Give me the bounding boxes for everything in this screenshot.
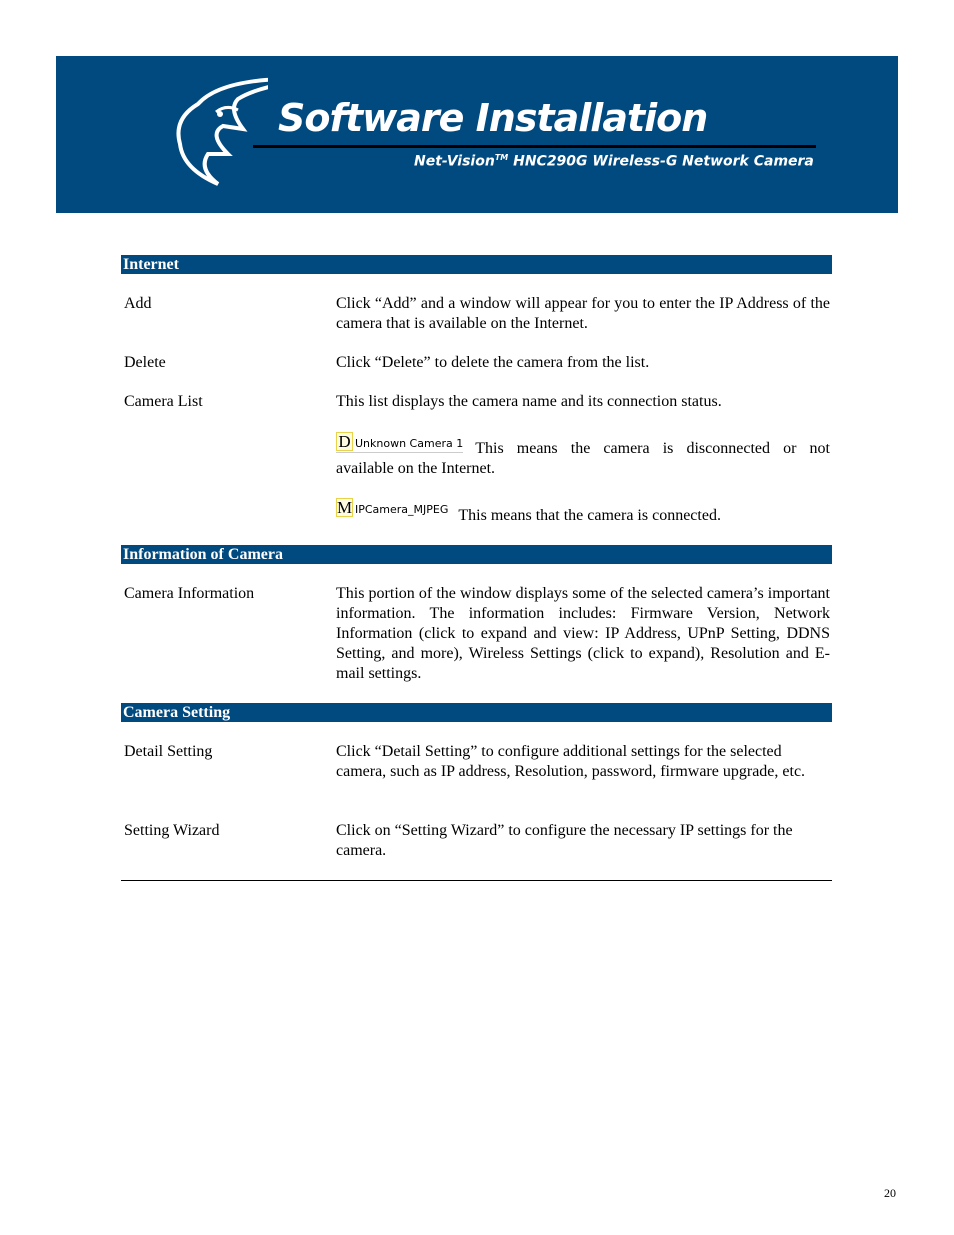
disconnected-camera-name: Unknown Camera 1 [355, 437, 464, 450]
desc-detail-setting: Click “Detail Setting” to configure additional settings for the selected camera, such as IP address, Resolution, password, firmware upgrade, etc. [336, 743, 806, 780]
desc-setting-wizard: Click on “Setting Wizard” to configure the necessary IP settings for the camera. [336, 822, 793, 859]
desc-delete: Click “Delete” to delete the camera from the list. [336, 354, 650, 371]
bottom-divider [121, 880, 832, 881]
camera-entry-disconnected [336, 432, 463, 453]
term-setting-wizard: Setting Wizard [124, 822, 220, 839]
section-heading-setting: Camera Setting [121, 703, 832, 722]
desc-camera-information: This portion of the window displays some of the selected camera’s important information. The information includes: Firmware Version, Network Information (click to expand and view: IP Address, UPnP Setting, DDNS Setting, and more), Wireless Settings (click to expand), Resolution and E-mail settings. [336, 585, 830, 682]
desc-add: Click “Add” and a window will appear for you to enter the IP Address of the camera that is available on the Internet. [336, 295, 830, 332]
connected-camera-name: IPCamera_MJPEG [355, 503, 449, 516]
connected-status-icon: M [337, 498, 353, 517]
status-connected-row [336, 498, 830, 526]
desc-camera-list: This list displays the camera name and its connection status. [336, 393, 722, 410]
subtitle-tm: TM [494, 153, 509, 162]
subtitle-rest: HNC290G Wireless-G Network Camera [508, 153, 814, 170]
subtitle-product: Net-Vision [414, 153, 495, 170]
banner-rule [253, 145, 816, 148]
term-add: Add [124, 295, 152, 312]
term-camera-information: Camera Information [124, 585, 255, 602]
banner-subtitle [414, 153, 814, 170]
term-delete: Delete [124, 354, 166, 371]
disconnected-desc-line2: available on the Internet. [336, 460, 496, 477]
section-heading-information: Information of Camera [121, 545, 832, 564]
page-number: 20 [884, 1186, 896, 1200]
camera-entry-connected [336, 498, 448, 518]
term-detail-setting: Detail Setting [124, 743, 213, 760]
connected-desc: This means that the camera is connected. [458, 507, 721, 524]
disconnected-desc-line1: This means the camera is disconnected or not [475, 440, 830, 457]
eagle-logo-icon [168, 74, 268, 189]
disconnected-status-icon: D [336, 432, 353, 451]
section-heading-internet: Internet [121, 255, 832, 274]
status-disconnected-row [336, 432, 830, 479]
term-camera-list: Camera List [124, 393, 203, 410]
header-banner [56, 56, 898, 213]
banner-title: Software Installation [278, 96, 708, 140]
